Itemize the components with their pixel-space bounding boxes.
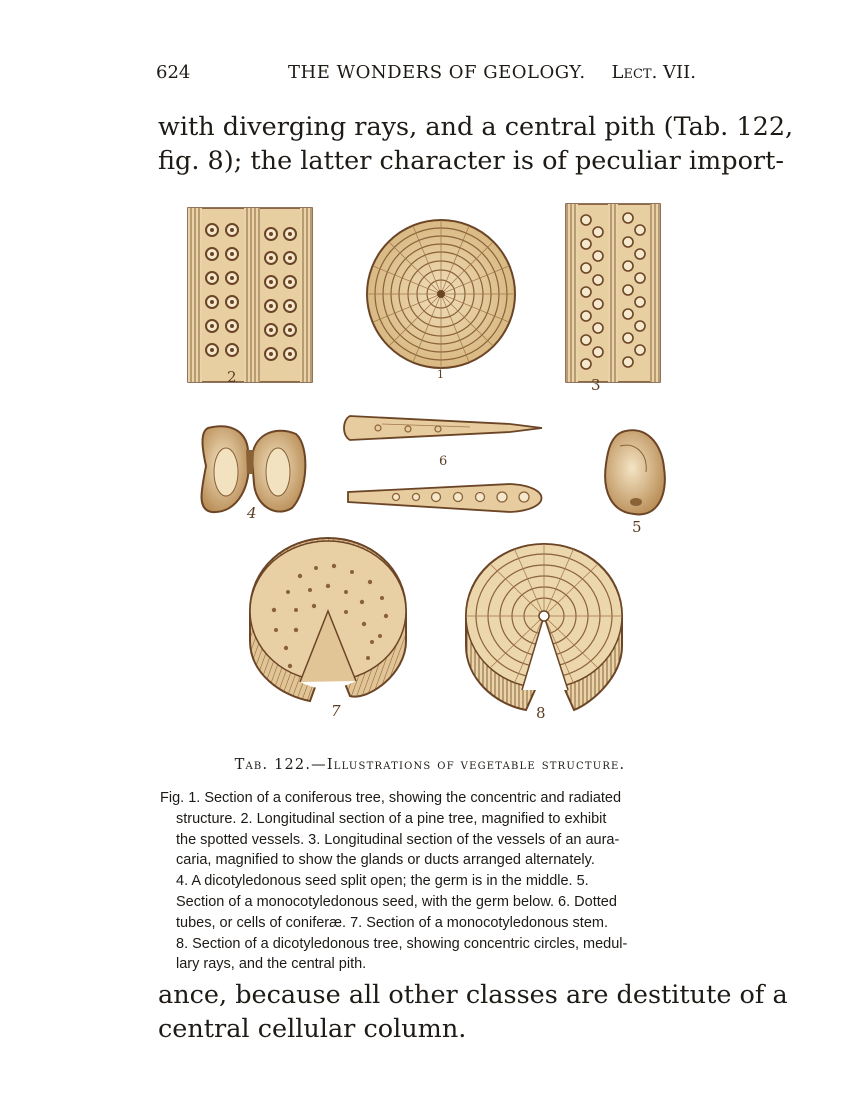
running-title: THE WONDERS OF GEOLOGY.: [288, 62, 586, 83]
plate-caption-title: Tab. 122.—Illustrations of vegetable structure.: [234, 757, 626, 773]
figure-4-dicot-seed: [202, 426, 306, 512]
plate-illustration: [150, 196, 710, 741]
figure-5-monocot-seed: [605, 430, 665, 514]
caption-line: Fig. 1. Section of a coniferous tree, showing the concentric and radiated: [160, 790, 622, 806]
caption-line: lary rays, and the central pith.: [176, 956, 367, 973]
figure-label-3: 3: [591, 376, 601, 394]
figure-3-araucaria-section: [566, 204, 660, 382]
figure-label-6: 6: [439, 454, 448, 469]
caption-line: structure. 2. Longitudinal section of a pine tree, magnified to exhibit: [176, 810, 607, 827]
figure-label-2: 2: [227, 368, 237, 386]
figure-7-monocot-stem: [250, 538, 406, 701]
tail-paragraph: [158, 978, 788, 1046]
caption-line: 8. Section of a dicotyledonous tree, showing concentric circles, medul-: [176, 935, 628, 952]
lecture-label: Lect. VII.: [611, 62, 696, 83]
figure-label-7: 7: [331, 702, 341, 720]
figure-label-5: 5: [632, 518, 642, 536]
figure-label-8: 8: [536, 704, 546, 722]
caption-line: tubes, or cells of coniferæ. 7. Section of a monocotyledonous stem.: [176, 914, 609, 931]
plate-engraving: [150, 196, 710, 741]
text-line: with diverging rays, and a central pith (Tab. 122,: [158, 112, 794, 142]
page-number: 624: [156, 62, 191, 83]
caption-line: caria, magnified to show the glands or ducts arranged alternately.: [176, 852, 595, 869]
figure-2-pine-section: [188, 208, 312, 382]
plate-caption: [160, 788, 700, 975]
text-line: ance, because all other classes are destitute of a: [158, 980, 788, 1010]
running-head: [156, 62, 696, 92]
caption-line: the spotted vessels. 3. Longitudinal section of the vessels of an aura-: [176, 831, 620, 848]
text-line: fig. 8); the latter character is of peculiar import-: [158, 146, 784, 176]
figure-1-conifer-section: [367, 220, 515, 368]
figure-label-1: 1: [437, 368, 444, 381]
figure-8-dicot-section: [466, 544, 622, 710]
text-line: central cellular column.: [158, 1014, 467, 1044]
caption-line: Section of a monocotyledonous seed, with the germ below. 6. Dotted: [176, 893, 617, 910]
figure-label-4: 4: [247, 504, 257, 522]
caption-line: 4. A dicotyledonous seed split open; the germ is in the middle. 5.: [176, 873, 589, 890]
lead-paragraph: [158, 110, 794, 178]
